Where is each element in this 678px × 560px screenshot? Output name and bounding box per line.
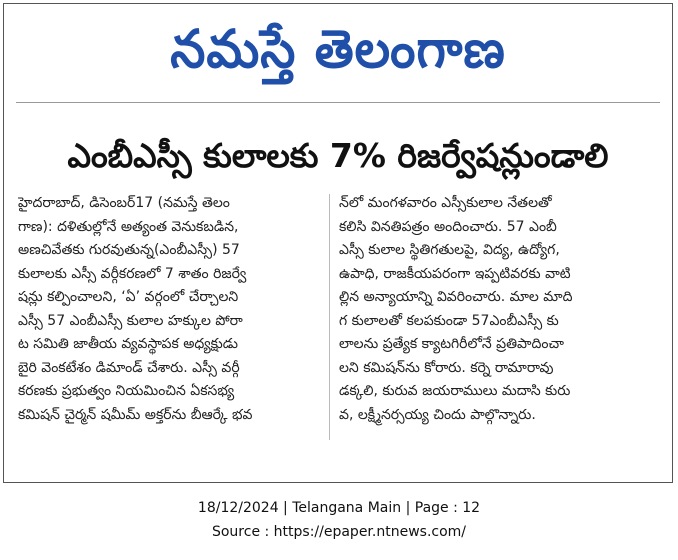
article-column-left [18,192,323,442]
article-line: కలిసి వినతిపత్రం అందించారు. 57 ఎంబీ [339,218,557,235]
source-link[interactable]: Source : https://epaper.ntnews.com/ [211,524,467,540]
article-line: ల్లిన అన్యాయాన్ని వివరించారు. మాల మాది [339,289,573,305]
article-line: అణచివేతకు గురవుతున్న(ఎంబీఎస్సీ) 57 [18,242,240,258]
article-headline: ఎంబీఎస్సీ కులాలకు 7% రిజర్వేషన్లుండాలి [67,136,609,175]
article-line: హైదరాబాద్, డిసెంబర్17 (నమస్తే తెలం [18,195,230,211]
article-line: కులాలకు ఎస్సీ వర్గీకరణలో 7 శాతం రిజర్వే [18,265,247,282]
article-line: కమిషన్ చైర్మన్ షమీమ్ అక్తర్‌ను బీఆర్కే భవ [18,406,253,423]
article-line: డక్కలి, కురువ జయరాములు మదాసి కురు [339,383,571,399]
article-line: వ, లక్ష్మీనర్సయ్య చిందు పాల్గొన్నారు. [339,406,536,423]
article-line: కరణకు ప్రభుత్వం నియమించిన ఏకసభ్య [18,383,235,399]
article-line: లని కమిషన్‌ను కోరారు. కర్నె రామారావు [339,359,554,376]
clipping-frame [3,3,673,483]
publication-info: 18/12/2024 | Telangana Main | Page : 12 [197,500,481,516]
article-line: గ కులాలతో కలపకుండా 57ఎంబీఎస్సీ కు [339,312,559,329]
article-line: న్‌లో మంగళవారం ఎస్సీకులాల నేతలతో [339,195,552,211]
article-line: గాణ): దళితుల్లోనే అత్యంత వెనుకబడిన, [18,218,239,235]
article-line: లాలను ప్రత్యేక క్యాటగిరీలోనే ప్రతిపాదించా [339,336,564,352]
article-column-right [339,192,644,442]
article-line: ట సమితి జాతీయ వ్యవస్థాపక అధ్యక్షుడు [18,336,238,352]
masthead [4,10,672,88]
article-line: ఎస్సీ కులాల స్థితిగతులపై, విద్య, ఉద్యోగ, [339,242,560,258]
masthead-divider [16,102,660,103]
article-line: ఎస్సీ 57 ఎంబీఎస్సీ కులాల హక్కుల పోరా [18,312,243,329]
column-divider [329,194,330,440]
newspaper-logo: నమస్తే తెలంగాణ [170,18,506,80]
article-line: ఉపాధి, రాజకీయపరంగా ఇప్పటివరకు వాటి [339,265,571,282]
article-line: షన్లు కల్పించాలని, ‘ఏ’ వర్గంలో చేర్చాలని [18,289,239,305]
article-line: బైరి వెంకటేశం డిమాండ్ చేశారు. ఎస్సీ వర్గీ [18,359,240,376]
